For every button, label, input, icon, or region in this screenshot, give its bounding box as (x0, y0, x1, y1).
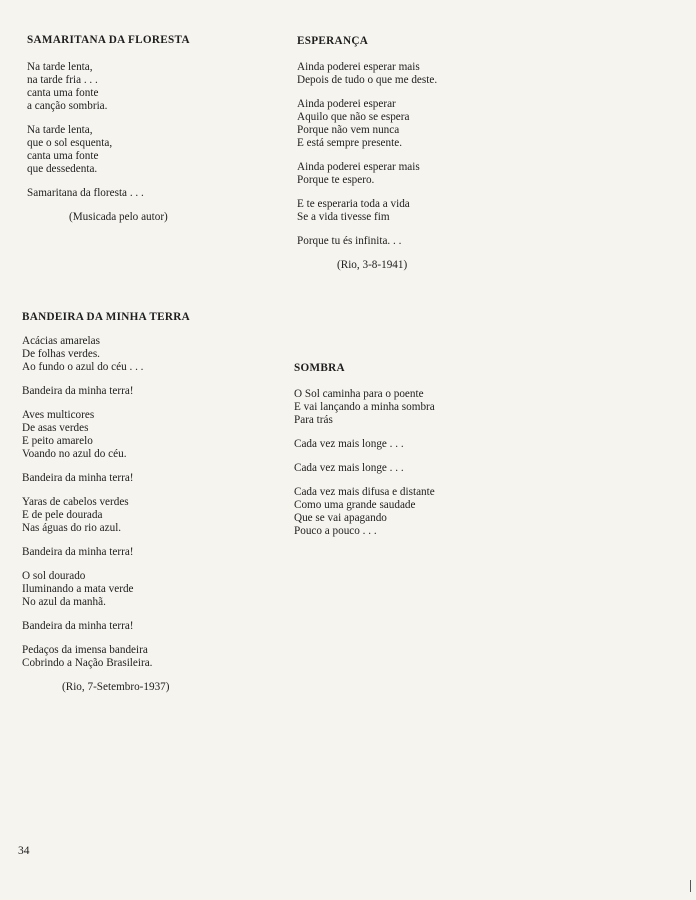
poem-line: Nas águas do rio azul. (22, 522, 122, 534)
poem-line: Porque não vem nunca (297, 124, 400, 136)
stanza (27, 124, 190, 176)
poem-line: Que se vai apagando (294, 512, 387, 524)
poem-line: Como uma grande saudade (294, 499, 416, 511)
poem-line: Aves multicores (22, 409, 95, 421)
poem-line: Bandeira da minha terra! (22, 620, 134, 632)
poem-title: ESPERANÇA (297, 35, 369, 47)
stanza (22, 620, 190, 633)
poem-line: Ainda poderei esperar mais (297, 61, 420, 73)
poem-line: Porque te espero. (297, 174, 375, 186)
stanza (22, 472, 190, 485)
poem-line: canta uma fonte (27, 87, 99, 99)
poem-line: Se a vida tivesse fim (297, 211, 390, 223)
stanza (294, 486, 435, 538)
poem-line: O sol dourado (22, 570, 86, 582)
poem-note: (Rio, 7-Setembro-1937) (62, 681, 170, 693)
poem-line: Ainda poderei esperar (297, 98, 396, 110)
stanza (297, 235, 437, 248)
page-number: 34 (18, 845, 30, 857)
poem-line: O Sol caminha para o poente (294, 388, 424, 400)
poem-title: BANDEIRA DA MINHA TERRA (22, 311, 191, 323)
stanza (27, 61, 190, 113)
stanza (22, 335, 190, 374)
poem-sombra (294, 362, 435, 538)
poem-title: SOMBRA (294, 362, 345, 374)
poem-line: Ainda poderei esperar mais (297, 161, 420, 173)
poem-line: Depois de tudo o que me deste. (297, 74, 438, 86)
poem-line: Cada vez mais longe . . . (294, 462, 404, 474)
stanza (27, 187, 190, 200)
poem-line: que o sol esquenta, (27, 137, 113, 149)
page-edge-mark (690, 880, 691, 892)
poem-note: (Musicada pelo autor) (69, 211, 168, 223)
stanza (22, 570, 190, 609)
poem-line: Na tarde lenta, (27, 61, 93, 73)
poem-line: E te esperaria toda a vida (297, 198, 410, 210)
poem-line: Bandeira da minha terra! (22, 472, 134, 484)
stanza (22, 409, 190, 461)
poem-line: Cada vez mais longe . . . (294, 438, 404, 450)
stanza (297, 161, 437, 187)
poem-line: E de pele dourada (22, 509, 103, 521)
stanza (294, 438, 435, 451)
poem-line: Iluminando a mata verde (22, 583, 134, 595)
poem-samaritana-da-floresta (27, 34, 190, 224)
stanza (297, 98, 437, 150)
poem-line: No azul da manhã. (22, 596, 106, 608)
stanza (297, 61, 437, 87)
stanza (294, 388, 435, 427)
poem-line: Aquilo que não se espera (297, 111, 410, 123)
stanza (22, 385, 190, 398)
poem-line: Pouco a pouco . . . (294, 525, 377, 537)
poem-line: que dessedenta. (27, 163, 98, 175)
poem-line: Porque tu és infinita. . . (297, 235, 402, 247)
poem-esperanca (297, 35, 437, 272)
stanza (22, 546, 190, 559)
poem-line: Bandeira da minha terra! (22, 546, 134, 558)
poem-line: E peito amarelo (22, 435, 93, 447)
poem-line: De asas verdes (22, 422, 89, 434)
poem-line: Cobrindo a Nação Brasileira. (22, 657, 153, 669)
poem-title: SAMARITANA DA FLORESTA (27, 34, 190, 46)
stanza (294, 462, 435, 475)
stanza (297, 198, 437, 224)
poem-line: Para trás (294, 414, 333, 426)
poem-line: De folhas verdes. (22, 348, 100, 360)
poem-line: Voando no azul do céu. (22, 448, 127, 460)
poem-line: Bandeira da minha terra! (22, 385, 134, 397)
poem-line: E está sempre presente. (297, 137, 402, 149)
poem-line: canta uma fonte (27, 150, 99, 162)
poem-line: E vai lançando a minha sombra (294, 401, 435, 413)
poem-line: Pedaços da imensa bandeira (22, 644, 148, 656)
poem-note: (Rio, 3-8-1941) (337, 259, 408, 271)
poem-line: Na tarde lenta, (27, 124, 93, 136)
stanza (22, 496, 190, 535)
poem-line: na tarde fria . . . (27, 74, 98, 86)
poem-line: Yaras de cabelos verdes (22, 496, 129, 508)
poem-line: Cada vez mais difusa e distante (294, 486, 435, 498)
poem-line: a canção sombria. (27, 100, 108, 112)
poem-bandeira-da-minha-terra (22, 311, 190, 694)
stanza (22, 644, 190, 670)
poem-line: Samaritana da floresta . . . (27, 187, 144, 199)
poem-line: Ao fundo o azul do céu . . . (22, 361, 144, 373)
poem-line: Acácias amarelas (22, 335, 100, 347)
